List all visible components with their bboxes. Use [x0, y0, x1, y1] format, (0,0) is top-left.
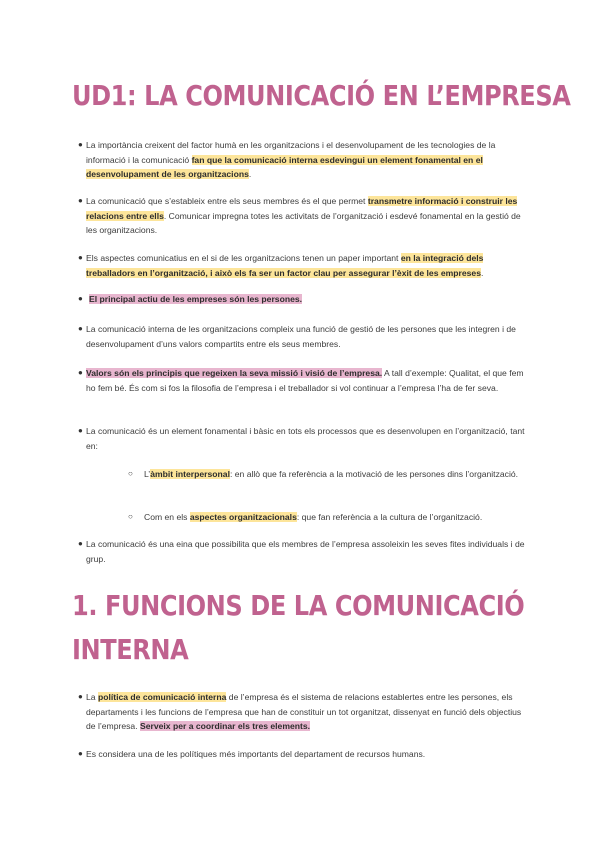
bullet-text: L’ [144, 469, 151, 479]
bullet-text: . Comunicar impregna totes les activitats de l’organització i esdevé fonamental en la gestió de les organitzacions. [86, 210, 521, 235]
list-item [78, 690, 530, 734]
bullet-icon: ● [78, 324, 83, 333]
section-title-line-2: INTERNA [72, 633, 189, 666]
bullet-text: : en allò que fa referència a la motivació de les persones dins l’organització. [229, 469, 519, 479]
list-item [78, 747, 530, 762]
highlight-pink: Valors són els principis que regeixen la seva missió i visió de l’empresa. [86, 368, 383, 378]
bullet-text: A tall d’exemple: Qualitat, el que fem ho fem bé. És com si fos la filosofia de l’empresa i el treballador si vol continuar a l’empresa l’ha de fer seva. [86, 368, 524, 393]
bullet-text: Els aspectes comunicatius en el si de les organitzacions tenen un paper important [86, 253, 401, 263]
bullet-text: La importància creixent del factor humà en les organitzacions i el desenvolupament de les tecnologies de la informació i la comunicació [86, 140, 496, 165]
bullet-icon: ● [78, 196, 83, 205]
bullet-icon: ● [78, 692, 83, 701]
bullet-text: de l’empresa és el sistema de relacions establertes entre les persones, els departaments i les funcions de l’empresa que han de constituir un tot organitzat, dissenyat en funció dels objectius de l’empresa. [86, 692, 522, 731]
bullet-text: . [248, 169, 252, 179]
bullet-icon: ● [78, 426, 83, 435]
highlight-yellow: transmetre informació i construir les relacions entre ells [86, 196, 518, 221]
bullet-text: La comunicació que s’estableix entre els seus membres és el que permet [86, 196, 368, 206]
bullet-text: Com en els [144, 512, 190, 522]
section-heading [72, 584, 592, 672]
section-title-line-1: 1. FUNCIONS DE LA COMUNICACIÓ [72, 589, 525, 622]
bullet-icon: ● [78, 539, 83, 548]
sub-list-item [128, 467, 534, 482]
bullet-text: La [86, 692, 98, 702]
list-item [78, 138, 530, 182]
sub-list-item [128, 510, 534, 525]
bullet-text: . [481, 267, 484, 278]
circle-bullet-icon: ○ [128, 512, 133, 521]
bullet-icon: ● [78, 140, 83, 149]
list-item [78, 292, 530, 307]
page-title: UD1: LA COMUNICACIÓ EN L’EMPRESA [72, 79, 571, 112]
bullet-icon: ● [78, 253, 83, 262]
highlight-yellow: aspectes organitzacionals [189, 512, 297, 522]
highlight-yellow: fan que la comunicació interna esdevingui un element fonamental en el desenvolupament de les organitzacions [86, 154, 483, 179]
circle-bullet-icon: ○ [128, 469, 133, 478]
bullet-text: La comunicació interna de les organitzacions compleix una funció de gestió de les persones que les integren i de desenvolupament d’uns valors compartits entre els seus membres. [86, 324, 516, 349]
list-item [78, 322, 530, 351]
list-item [78, 424, 530, 453]
highlight-yellow: àmbit interpersonal [150, 469, 230, 479]
highlight-pink: El principal actiu de les empreses són les persones. [89, 294, 303, 304]
highlight-yellow: política de comunicació interna [97, 692, 227, 702]
highlight-pink: Serveix per a coordinar els tres elements. [139, 721, 311, 731]
bullet-icon: ● [78, 294, 83, 303]
list-item [78, 251, 530, 280]
bullet-text: Es considera una de les polítiques més importants del departament de recursos humans. [86, 749, 426, 759]
bullet-icon: ● [78, 368, 83, 377]
bullet-text: : que fan referència a la cultura de l’organització. [296, 512, 483, 522]
list-item [78, 366, 530, 395]
bullet-text: La comunicació és una eina que possibilita que els membres de l’empresa assoleixin les seves fites individuals i de grup. [86, 539, 525, 564]
highlight-yellow: en la integració dels treballadors en l’organització, i això els fa ser un factor clau per assegurar l’èxit de les empreses [86, 253, 484, 278]
bullet-text: La comunicació és un element fonamental i bàsic en tots els processos que es desenvolupen en l’organització, tant en: [86, 426, 525, 451]
list-item [78, 194, 530, 238]
bullet-icon: ● [78, 749, 83, 758]
list-item [78, 537, 530, 566]
